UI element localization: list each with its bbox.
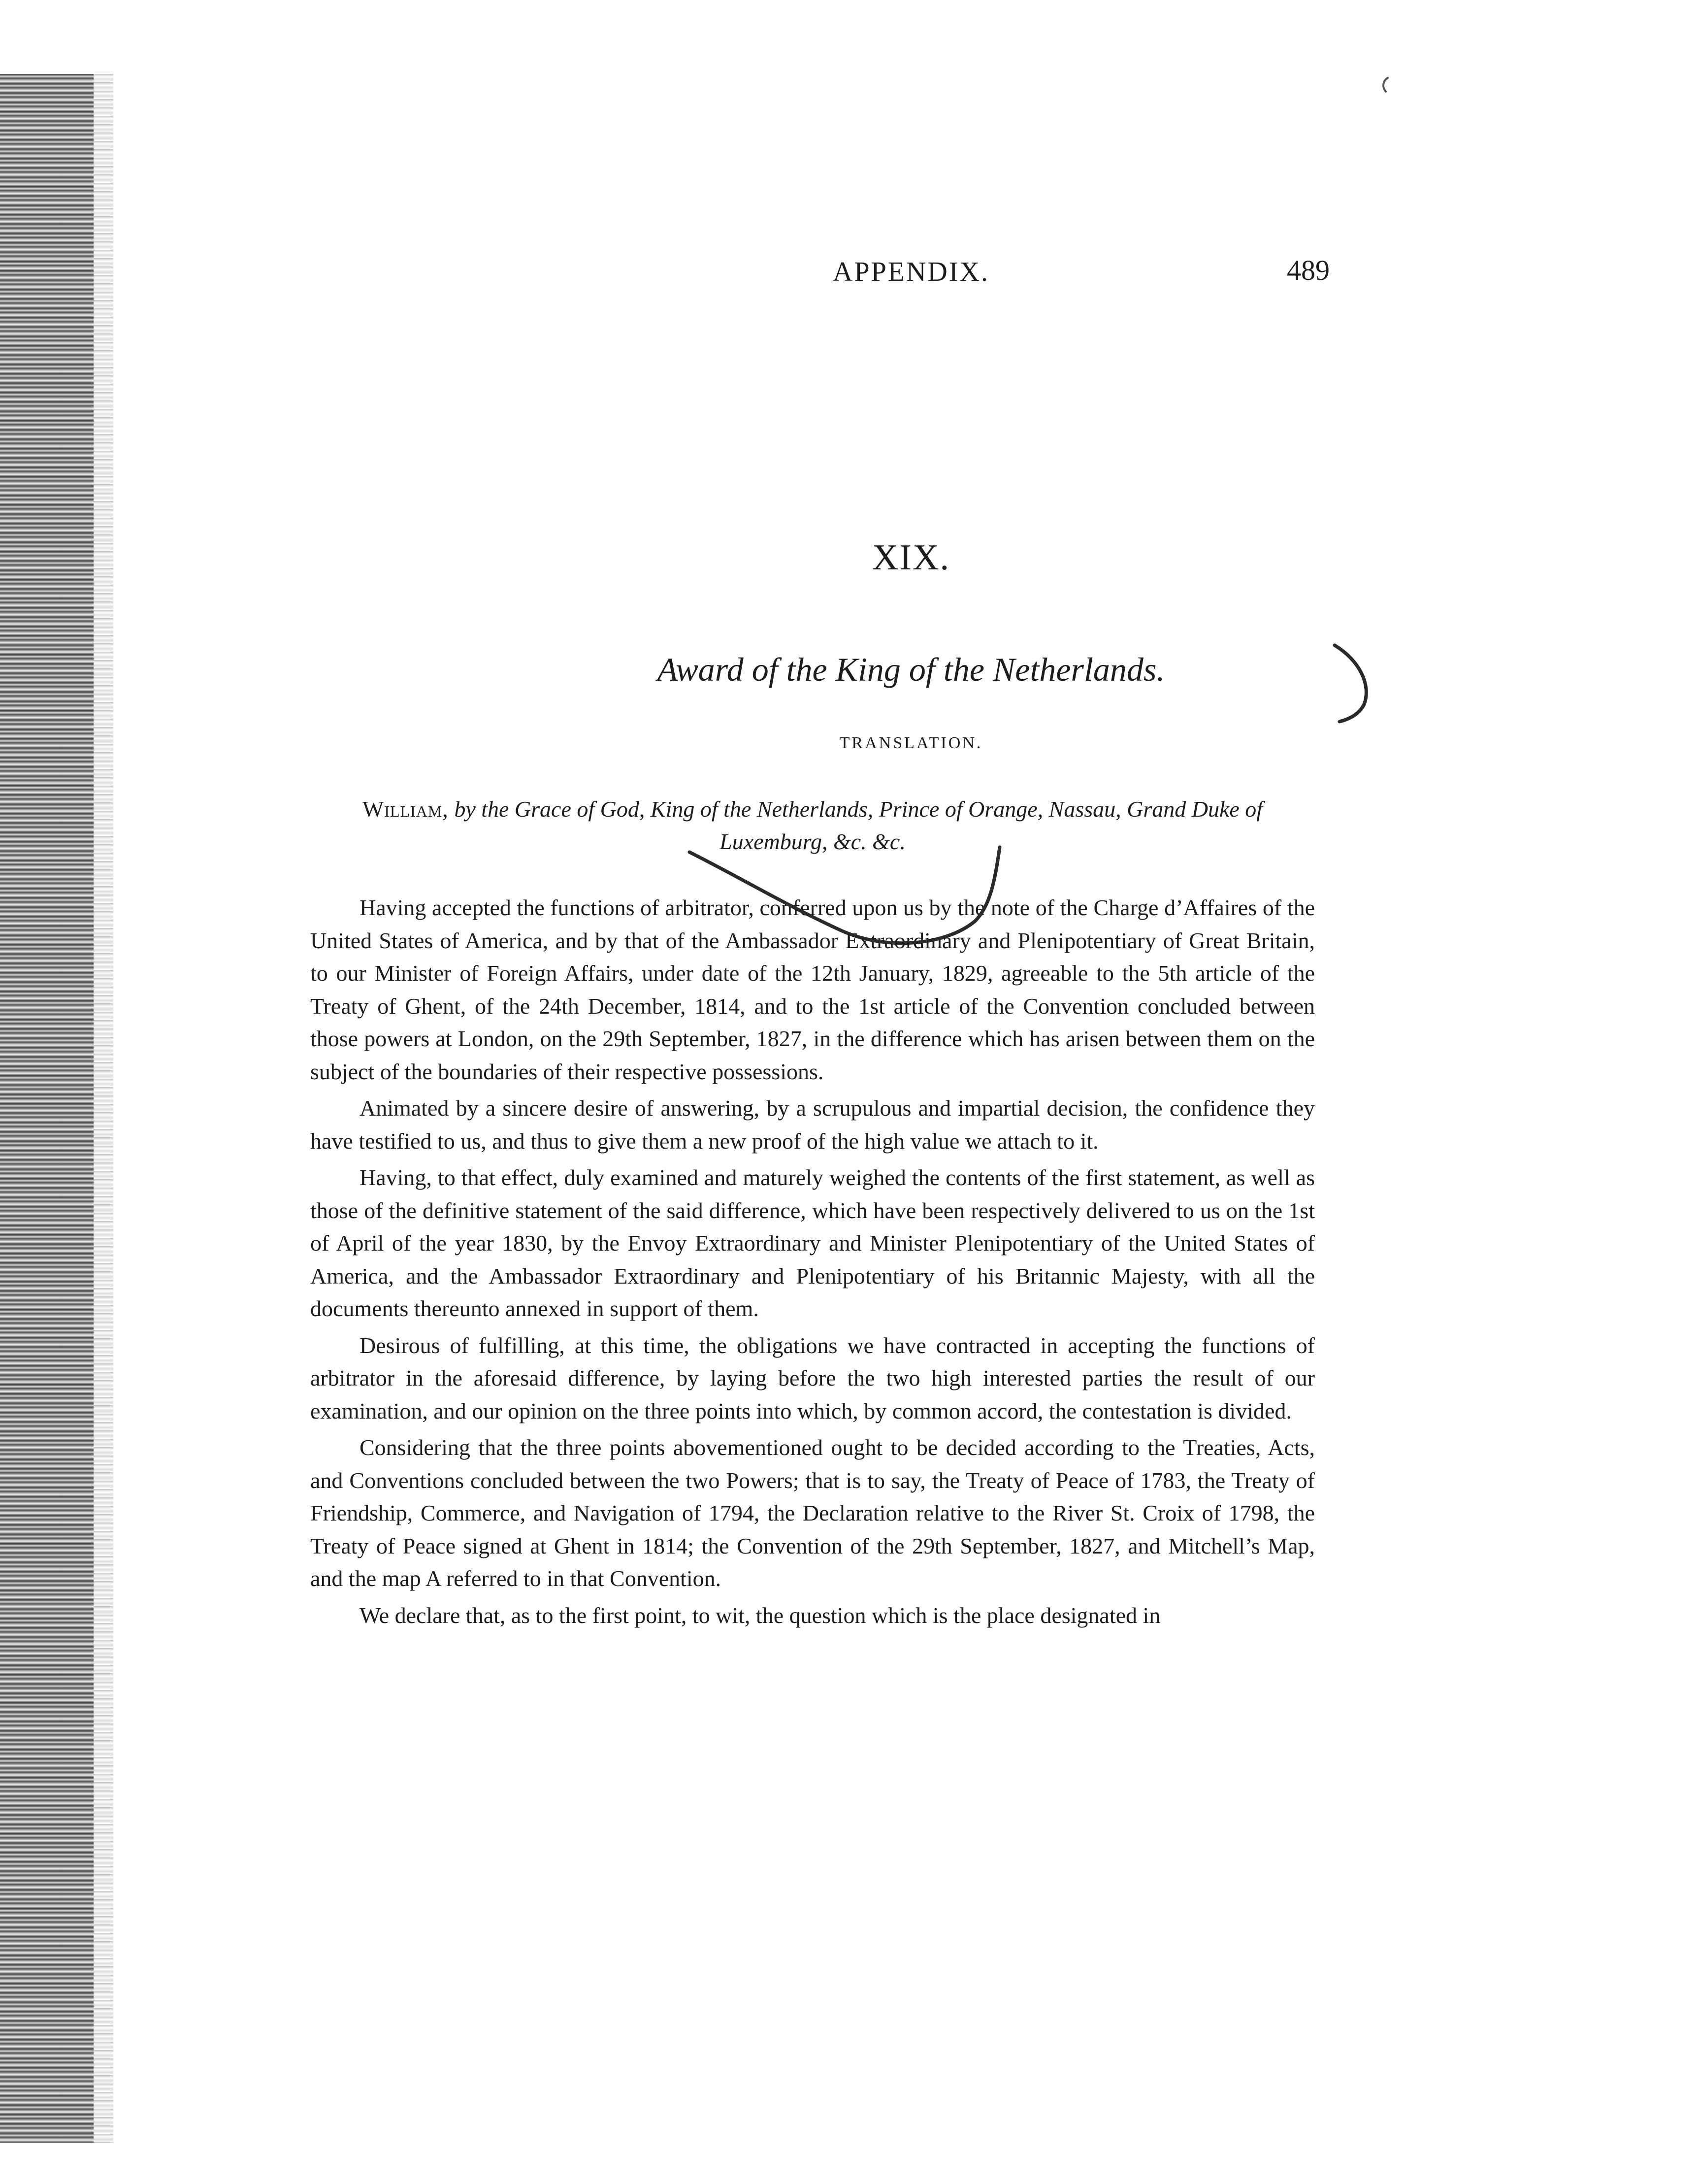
paragraph-4: Desirous of fulfilling, at this time, the obligations we have contracted in accepting the functions of arbitrator in the aforesaid difference, by laying before the two high interested parties the result of our examination, and our opinion on the three points into which, by common accord, the contestation is divided. (310, 1332, 1315, 1423)
binding-shadow (94, 74, 113, 2143)
corner-mark (1374, 74, 1394, 99)
document-subtitle: TRANSLATION. (839, 734, 983, 752)
page-number: 489 (1287, 254, 1330, 286)
paragraph-3: Having, to that effect, duly examined and maturely weighed the contents of the first statement, as well as those of the definitive statement of the said difference, which have been respectively delivered to us on the 1st of April of the year 1830, by the Envoy Extraordinary and Minister Plenipotentiary of the United States of America, and the Ambassador Extraordinary and Plenipotentiary of his Britannic Majesty, with all the documents thereunto annexed in support of them. (310, 1165, 1315, 1321)
running-title: APPENDIX. (833, 257, 989, 287)
salutation-name: William, (362, 796, 449, 822)
paragraph-1: Having accepted the functions of arbitrator, conferred upon us by the note of the Charge d’Affaires of the United States of America, and by that of the Ambassador Extraordinary and Plenipotentiary of Great Britain, to our Minister of Foreign Affairs, under date of the 12th January, 1829, agreeable to the 5th article of the Treaty of Ghent, of the 24th December, 1814, and to the 1st article of the Convention concluded between those powers at London, on the 29th September, 1827, in the difference which has arisen between them on the subject of the boundaries of their respective possessions. (310, 895, 1315, 1084)
document-title: Award of the King of the Netherlands. (657, 651, 1165, 688)
salutation (310, 793, 1315, 858)
paragraph-5: Considering that the three points abovementioned ought to be decided according to the Treaties, Acts, and Conventions concluded between the two Powers; that is to say, the Treaty of Peace of 1783, the Treaty of Friendship, Commerce, and Navigation of 1794, the Declaration relative to the River St. Croix of 1798, the Treaty of Peace signed at Ghent in 1814; the Convention of the 29th September, 1827, and Mitchell’s Map, and the map A referred to in that Convention. (310, 1435, 1315, 1591)
paragraph-6: We declare that, as to the first point, to wit, the question which is the place designated in (360, 1602, 1161, 1628)
body-text (310, 892, 1315, 1636)
section-number: XIX. (872, 537, 950, 578)
paragraph-2: Animated by a sincere desire of answering, by a scrupulous and impartial decision, the confidence they have testified to us, and thus to give them a new proof of the high value we attach to it. (310, 1095, 1315, 1154)
binding-gutter (0, 74, 94, 2143)
salutation-text: by the Grace of God, King of the Netherlands, Prince of Orange, Nassau, Grand Duke of Luxemburg, &c. &c. (448, 796, 1263, 854)
